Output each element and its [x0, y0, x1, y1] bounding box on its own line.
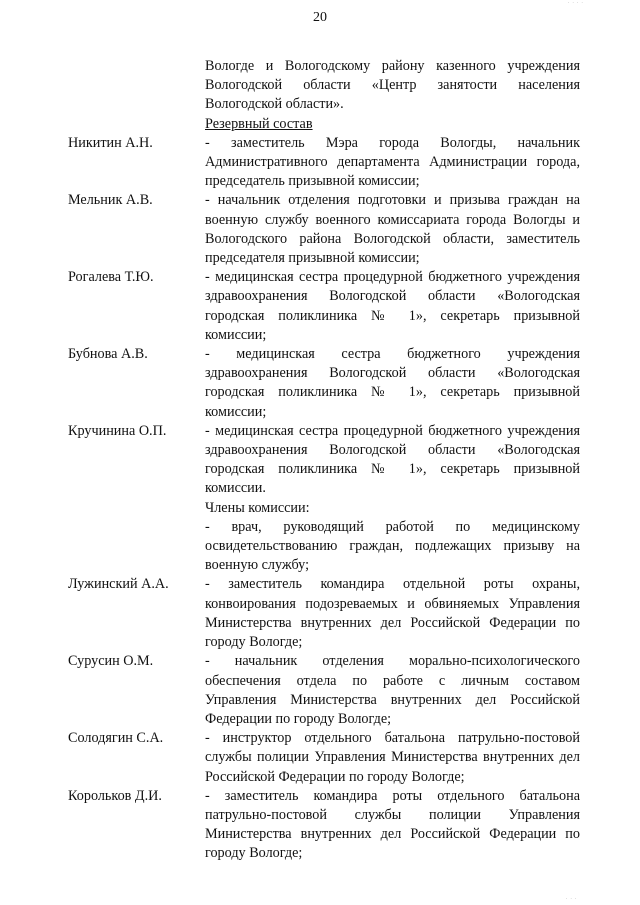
member-entry: [0, 575, 640, 652]
intro-paragraph: Вологде и Вологодскому району казенного учреждения Вологодской области «Центр занятости населения Вологодской области».: [205, 58, 580, 113]
member-name: Сурусин О.М.: [68, 653, 154, 670]
member-name: Мельник А.В.: [68, 192, 153, 209]
page-number: 20: [313, 10, 327, 25]
member-name: Никитин А.Н.: [68, 134, 153, 151]
member-entry: [0, 787, 640, 864]
scan-artifact-bottom: . . .: [566, 896, 578, 901]
reserve-entry: [0, 134, 640, 192]
reserve-heading: Резервный состав: [205, 115, 313, 132]
member-role: - заместитель Мэра города Вологды, начальник Административного департамента Администрации города, председатель призывной комиссии;: [205, 134, 580, 190]
member-role: - заместитель командира роты отдельного батальона патрульно-постовой службы полиции Управления Министерства внутренних дел Российской Федерации по городу Вологде;: [205, 787, 580, 862]
member-role: - начальник отделения морально-психологического обеспечения отдела по работе с личным составом Управления Министерства внутренних дел Российской Федерации по городу Вологде;: [205, 653, 580, 727]
member-entry: [0, 652, 640, 729]
member-role: - медицинская сестра бюджетного учреждения здравоохранения Вологодской области «Вологодская городская поликлиника № 1», секретарь призывной комиссии;: [205, 346, 580, 420]
member-role: - медицинская сестра процедурной бюджетного учреждения здравоохранения Вологодской области «Вологодская городская поликлиника № 1», секретарь призывной комиссии.: [205, 422, 580, 497]
member-role: - заместитель командира отдельной роты охраны, конвоирования подозреваемых и обвиняемых Управления Министерства внутренних дел Российской Федерации по городу Вологде;: [205, 576, 580, 651]
members-intro: - врач, руководящий работой по медицинскому освидетельствованию граждан, подлежащих призыву на военную службу;: [205, 518, 580, 574]
reserve-list: [0, 134, 640, 499]
reserve-entry: [0, 268, 640, 345]
member-name: Корольков Д.И.: [68, 787, 162, 804]
member-name: Рогалева Т.Ю.: [68, 269, 154, 286]
members-list: [0, 575, 640, 863]
member-name: Кручинина О.П.: [68, 422, 167, 439]
scan-artifact-top: . . . .: [568, 0, 584, 5]
document-body: [0, 57, 640, 864]
member-entry: [0, 729, 640, 787]
reserve-entry: [0, 422, 640, 499]
member-name: Солодягин С.А.: [68, 730, 164, 747]
member-role: - медицинская сестра процедурной бюджетного учреждения здравоохранения Вологодской области «Вологодская городская поликлиника № 1», секретарь призывной комиссии;: [205, 269, 580, 343]
member-name: Лужинский А.А.: [68, 576, 169, 593]
member-role: - инструктор отдельного батальона патрульно-постовой службы полиции Управления Министерства внутренних дел Российской Федерации по городу Вологде;: [205, 730, 580, 785]
reserve-entry: [0, 345, 640, 422]
member-name: Бубнова А.В.: [68, 346, 148, 363]
reserve-entry: [0, 191, 640, 268]
member-role: - начальник отделения подготовки и призыва граждан на военную службу военного комиссариата города Вологды и Вологодского района Вологодской области, заместитель председателя призывной комиссии;: [205, 192, 580, 267]
members-heading: Члены комиссии:: [205, 499, 310, 516]
